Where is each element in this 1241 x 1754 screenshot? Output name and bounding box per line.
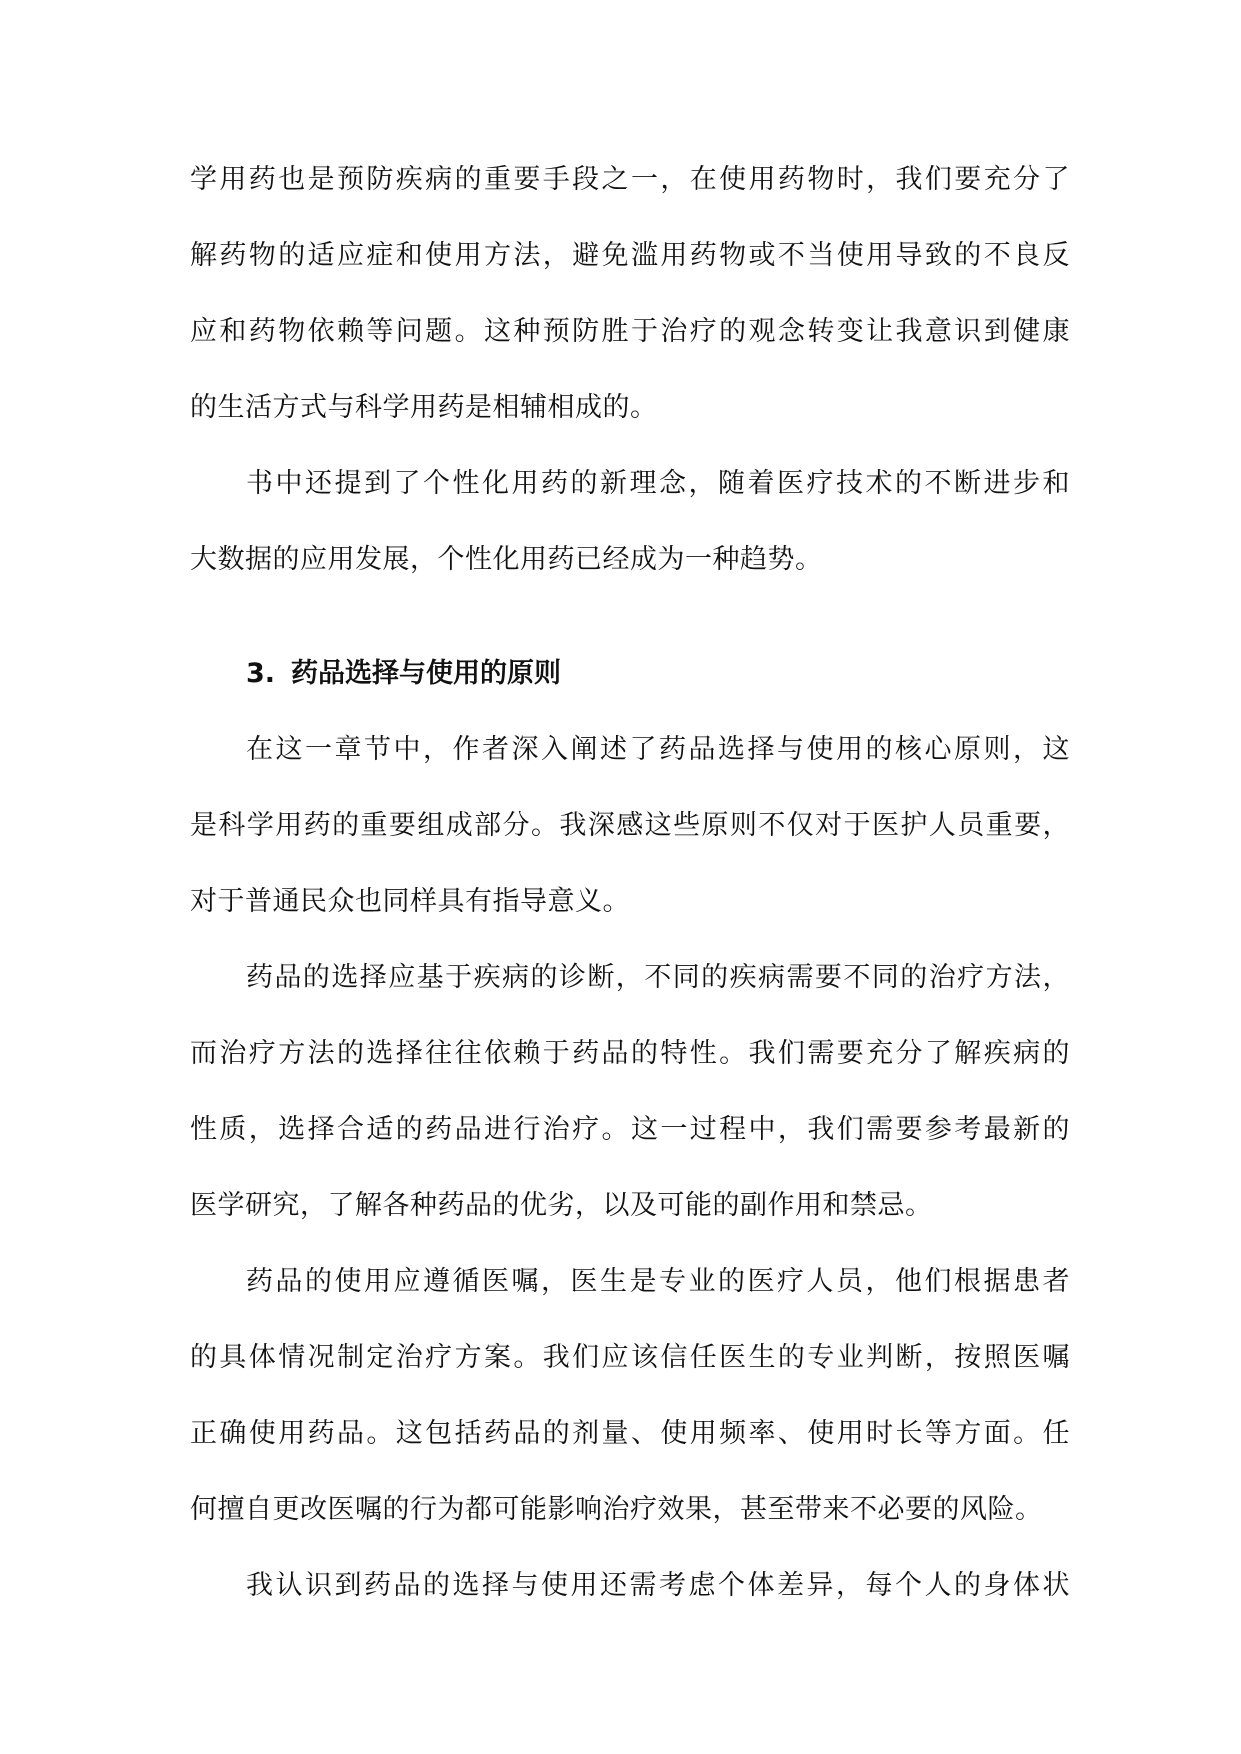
text-line: 大数据的应用发展，个性化用药已经成为一种趋势。	[190, 544, 823, 575]
text-line: 的生活方式与科学用药是相辅相成的。	[190, 392, 658, 423]
paragraph-2	[190, 446, 1070, 598]
section-number: 3.	[246, 658, 276, 689]
paragraph-5	[190, 1244, 1070, 1548]
paragraph-6	[190, 1548, 1070, 1624]
paragraph-3	[190, 712, 1070, 940]
text-line: 药品的选择应基于疾病的诊断，不同的疾病需要不同的治疗方法，	[246, 962, 1070, 993]
text-line: 正确使用药品。这包括药品的剂量、使用频率、使用时长等方面。任	[190, 1418, 1070, 1449]
text-line: 性质，选择合适的药品进行治疗。这一过程中，我们需要参考最新的	[190, 1114, 1070, 1145]
text-line: 学用药也是预防疾病的重要手段之一，在使用药物时，我们要充分了	[190, 164, 1070, 195]
paragraph-1	[190, 142, 1070, 446]
section-heading	[190, 636, 1070, 712]
text-line: 书中还提到了个性化用药的新理念，随着医疗技术的不断进步和	[246, 468, 1070, 499]
section-title: 药品选择与使用的原则	[291, 658, 562, 689]
text-line: 我认识到药品的选择与使用还需考虑个体差异，每个人的身体状	[246, 1570, 1070, 1601]
text-line: 应和药物依赖等问题。这种预防胜于治疗的观念转变让我意识到健康	[190, 316, 1070, 347]
text-line: 解药物的适应症和使用方法，避免滥用药物或不当使用导致的不良反	[190, 240, 1070, 271]
text-line: 在这一章节中，作者深入阐述了药品选择与使用的核心原则，这	[246, 734, 1070, 765]
text-line: 药品的使用应遵循医嘱，医生是专业的医疗人员，他们根据患者	[246, 1266, 1070, 1297]
text-line: 而治疗方法的选择往往依赖于药品的特性。我们需要充分了解疾病的	[190, 1038, 1070, 1069]
text-line: 是科学用药的重要组成部分。我深感这些原则不仅对于医护人员重要，	[190, 810, 1070, 841]
text-line: 医学研究，了解各种药品的优劣，以及可能的副作用和禁忌。	[190, 1190, 933, 1221]
document-page	[190, 142, 1070, 1624]
text-line: 何擅自更改医嘱的行为都可能影响治疗效果，甚至带来不必要的风险。	[190, 1494, 1043, 1525]
paragraph-4	[190, 940, 1070, 1244]
text-line: 对于普通民众也同样具有指导意义。	[190, 886, 630, 917]
text-line: 的具体情况制定治疗方案。我们应该信任医生的专业判断，按照医嘱	[190, 1342, 1070, 1373]
